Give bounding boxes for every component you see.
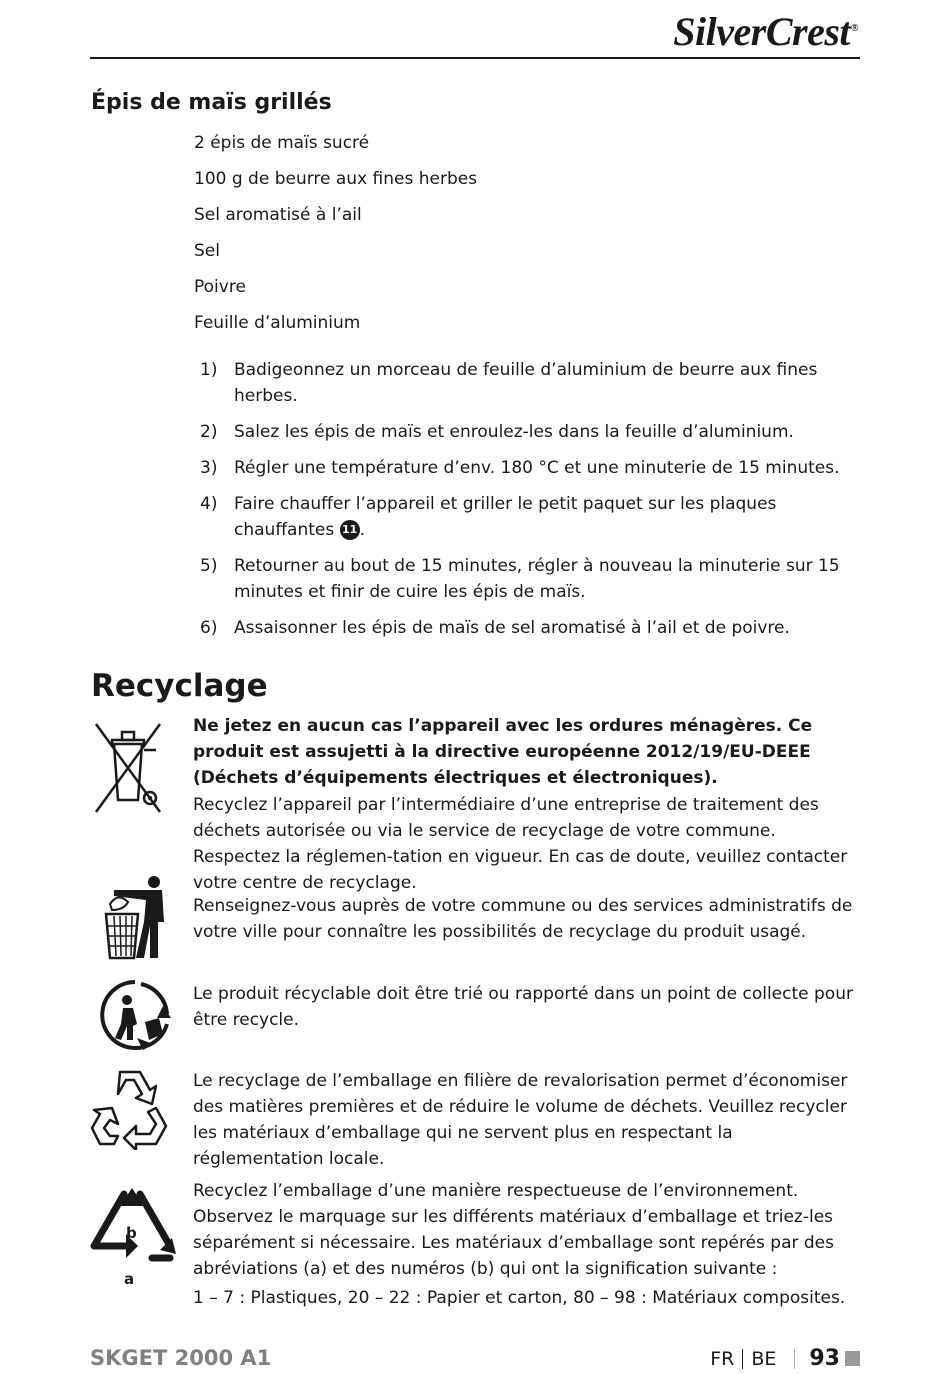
step-item: 1) Badigeonnez un morceau de feuille d’aluminium de beurre aux fines herbes. bbox=[200, 360, 818, 406]
page-marker bbox=[845, 1351, 860, 1366]
recipe-title: Épis de maïs grillés bbox=[91, 90, 332, 115]
ingredient: Feuille d’aluminium bbox=[194, 313, 361, 333]
header-rule bbox=[90, 57, 860, 59]
ingredient: 2 épis de maïs sucré bbox=[194, 133, 370, 153]
packaging-text: Le recyclage de l’emballage en filière de revalorisation permet d’économiser des matières premières et de réduire le volume de déchets. Veuillez recycler les matériaux d’emballage qui ne servent plus en respectant la réglementation locale. bbox=[193, 1071, 848, 1169]
symbol-label-a: a bbox=[124, 1270, 135, 1288]
ingredient: 100 g de beurre aux fines herbes bbox=[194, 169, 478, 189]
triman-icon bbox=[97, 978, 173, 1052]
step-item: 2) Salez les épis de maïs et enroulez-les dans la feuille d’aluminium. bbox=[200, 422, 794, 442]
symbol-label-b: b bbox=[126, 1224, 137, 1242]
ingredient-list bbox=[194, 130, 477, 346]
weee-text: Recyclez l’appareil par l’intermédiaire d’une entreprise de traitement des déchets autorisée ou via le service de recyclage de votre commune. Respectez la réglemen-tation en vigueur. En cas de doute, veuillez contacter votre centre de recyclage. bbox=[193, 795, 848, 893]
marking-text: Recyclez l’emballage d’une manière respectueuse de l’environnement. Observez le marquage sur les différents matériaux d’emballage et triez-les séparément si nécessaire. Les matériaux d’emballage sont repérés par des abréviations (a) et des numéros (b) qui ont la signification suivante : bbox=[193, 1181, 834, 1279]
step-list bbox=[200, 357, 860, 651]
part-number-badge: 11 bbox=[340, 520, 360, 540]
packaging-marking-icon bbox=[86, 1184, 178, 1288]
weee-crossed-bin-icon bbox=[92, 722, 164, 814]
brand-logo: SilverCrest® bbox=[673, 9, 858, 54]
ingredient: Sel aromatisé à l’ail bbox=[194, 205, 362, 225]
model-number: SKGET 2000 A1 bbox=[90, 1346, 272, 1370]
bin-text: Renseignez-vous auprès de votre commune ou des services administratifs de votre ville pour connaître les possibilités de recyclage du produit usagé. bbox=[193, 896, 853, 942]
step-item: 6) Assaisonner les épis de maïs de sel aromatisé à l’ail et de poivre. bbox=[200, 618, 790, 638]
ingredient: Poivre bbox=[194, 277, 246, 297]
step-item: 5) Retourner au bout de 15 minutes, régler à nouveau la minuterie sur 15 minutes et finir de cuire les épis de maïs. bbox=[200, 556, 840, 602]
ingredient: Sel bbox=[194, 241, 220, 261]
separator bbox=[742, 1349, 743, 1369]
step-item: 4) Faire chauffer l’appareil et griller le petit paquet sur les plaques chauffantes 11 . bbox=[200, 494, 777, 540]
separator bbox=[794, 1349, 795, 1369]
country-code: BE bbox=[751, 1347, 777, 1370]
page-number: 93 bbox=[809, 1346, 840, 1371]
section-title: Recyclage bbox=[91, 668, 268, 704]
weee-warning: Ne jetez en aucun cas l’appareil avec les ordures ménagères. Ce produit est assujetti à la directive européenne 2012/19/EU-DEEE (Déchets d’équipements électriques et électroniques). bbox=[193, 716, 813, 788]
triman-text: Le produit récyclable doit être trié ou rapporté dans un point de collecte pour être recycle. bbox=[193, 984, 853, 1030]
step-item: 3) Régler une température d’env. 180 °C et une minuterie de 15 minutes. bbox=[200, 458, 840, 478]
footer-nav bbox=[710, 1346, 860, 1371]
recycling-loop-icon bbox=[90, 1066, 176, 1150]
language-code: FR bbox=[710, 1347, 735, 1370]
tidyman-bin-icon bbox=[104, 874, 174, 960]
material-codes: 1 – 7 : Plastiques, 20 – 22 : Papier et carton, 80 – 98 : Matériaux composites. bbox=[193, 1288, 846, 1308]
